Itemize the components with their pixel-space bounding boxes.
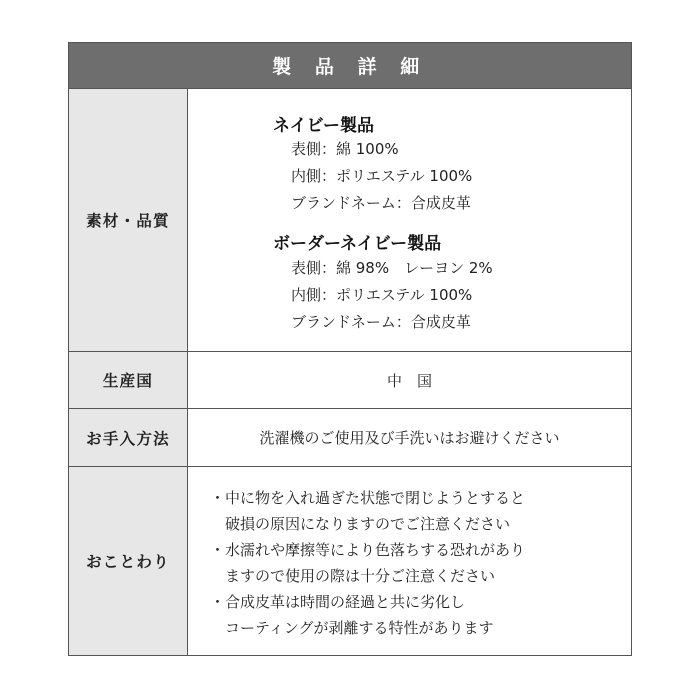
care-label: お手入方法: [69, 409, 188, 466]
navy-line: 内側：ポリエステル 100%: [291, 167, 473, 185]
materials-row: [69, 89, 631, 352]
origin-label: 生産国: [69, 352, 188, 408]
care-row: [69, 409, 631, 467]
care-value: 洗濯機のご使用及び手洗いはお避けください: [259, 429, 560, 447]
table-title: 製 品 詳 細: [69, 43, 631, 89]
note-line: 破損の原因になりますのでご注意ください: [210, 515, 511, 533]
border-navy-heading: ボーダーネイビー製品: [273, 234, 442, 254]
origin-row: [69, 352, 631, 409]
origin-value: 中 国: [386, 371, 432, 390]
border-navy-line: 表側：綿 98% レーヨン 2%: [291, 259, 493, 277]
notes-value: [188, 467, 631, 655]
navy-line: 表側：綿 100%: [291, 140, 399, 158]
border-navy-line: 内側：ポリエステル 100%: [291, 286, 473, 304]
notes-row: [69, 467, 631, 655]
note-line: ますので使用の際は十分ご注意ください: [210, 567, 496, 585]
note-line: ・合成皮革は時間の経過と共に劣化し: [210, 593, 466, 611]
materials-value: [188, 89, 631, 351]
notes-label: おことわり: [69, 467, 188, 655]
note-line: ・中に物を入れ過ぎた状態で閉じようとすると: [210, 489, 526, 507]
note-line: ・水濡れや摩擦等により色落ちする恐れがあり: [210, 541, 526, 559]
navy-line: ブランドネーム：合成皮革: [291, 194, 471, 212]
materials-label: 素材・品質: [69, 89, 188, 351]
navy-heading: ネイビー製品: [273, 116, 374, 136]
product-details-table: [68, 42, 632, 656]
note-line: コーティングが剥離する特性があります: [210, 619, 494, 637]
border-navy-line: ブランドネーム：合成皮革: [291, 313, 471, 331]
